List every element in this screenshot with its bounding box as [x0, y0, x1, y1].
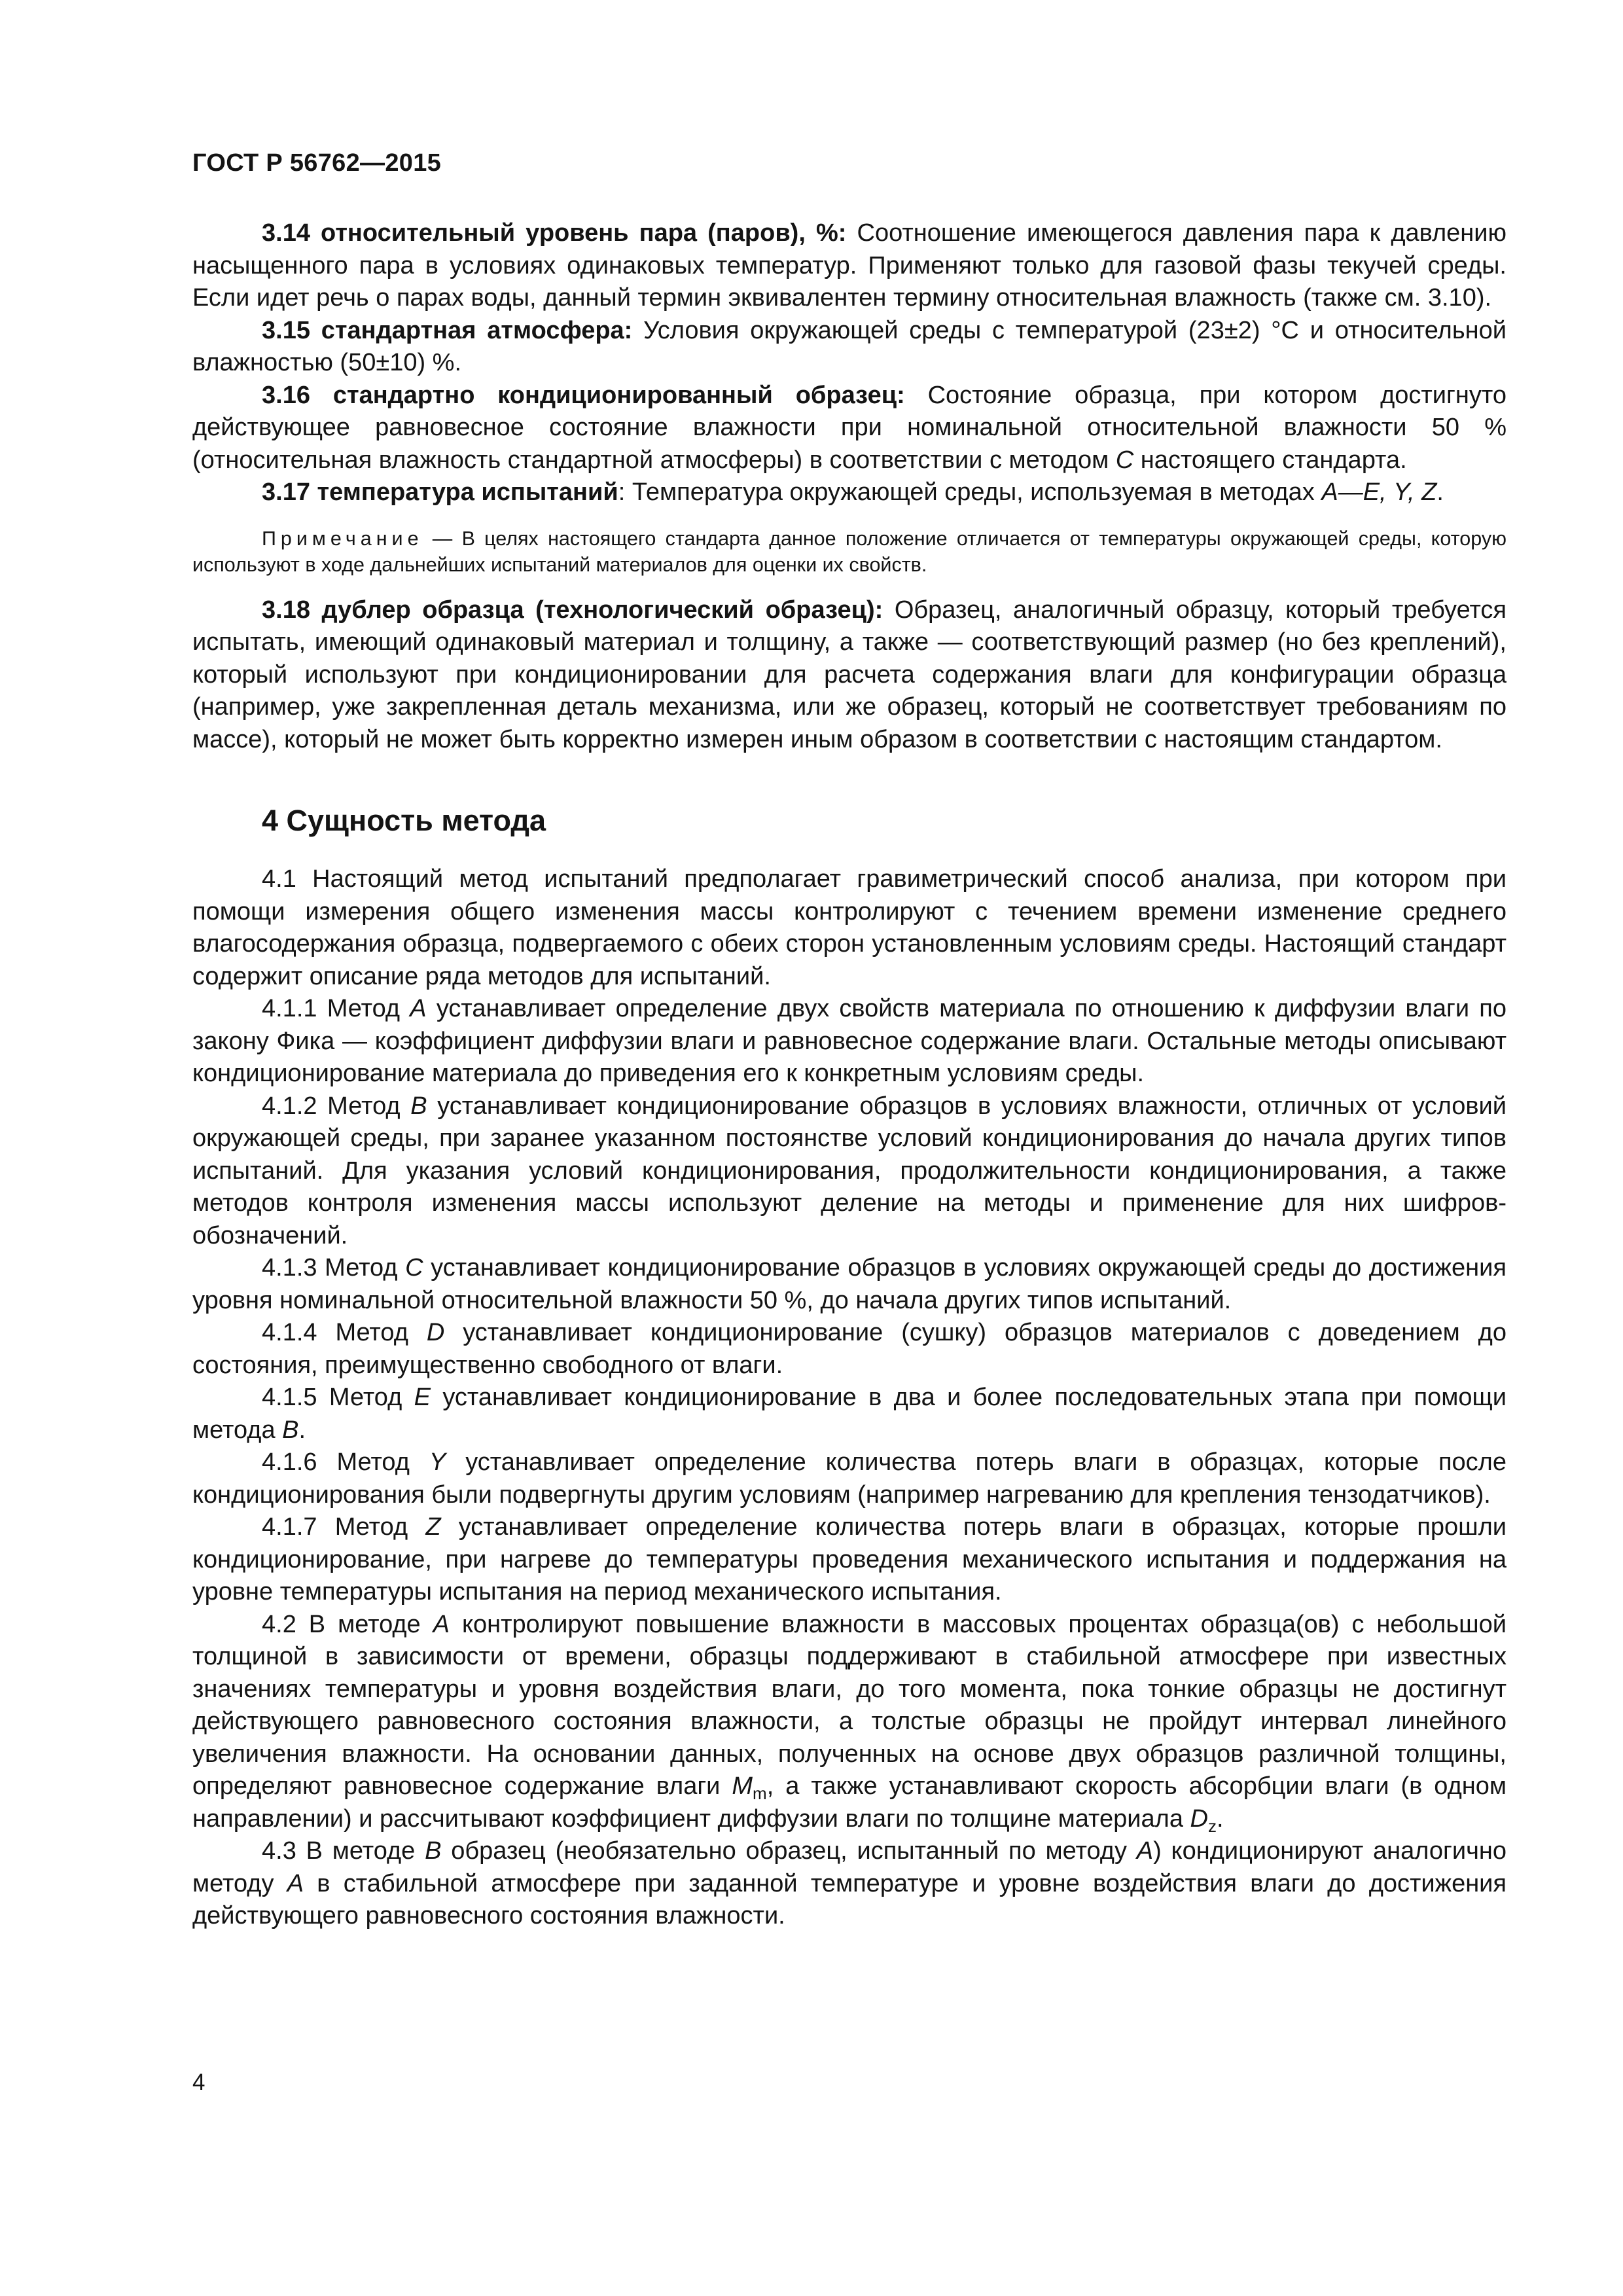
methods-ref: А—Е, Y, Z [1321, 478, 1437, 506]
term-3-15: 3.15 стандартная атмосфера: [262, 316, 633, 344]
note-text: — В целях настоящего стандарта данное положение отличается от температуры окружающей среды, которую используют в ходе дальнейших испытаний материалов для оценки их свойств. [192, 527, 1507, 576]
symbol-m: M [732, 1772, 753, 1800]
standard-header: ГОСТ Р 56762—2015 [192, 149, 442, 177]
method-letter: Z [425, 1513, 441, 1541]
method-description: устанавливает определение двух свойств материала по отношению к диффузии влаги по закону Фика — коэффициент диффузии влаги и равновесное содержание влаги. Остальные методы описывают кондиционирование материала до приведения его к конкретным условиям среды. [192, 995, 1507, 1087]
method-description: устанавливает определение количества потерь влаги в образцах, которые после кондиционирования были подвергнуты другим условиям (например нагреванию для крепления тензодатчиков). [192, 1448, 1507, 1509]
page-number: 4 [192, 2070, 205, 2095]
method-prefix: 4.1.7 Метод [262, 1513, 426, 1541]
method-description: устанавливает кондиционирование образцов в условиях окружающей среды до достижения уровня номинальной относительной влажности 50 %, до начала других типов испытаний. [192, 1254, 1507, 1314]
paragraph-4-2 [192, 1609, 1507, 1836]
method-description: устанавливает определение количества потерь влаги в образцах, которые прошли кондиционирование, при нагреве до температуры проведения механического испытания и поддержания на уровне температуры испытания на период механического испытания. [192, 1513, 1507, 1605]
p43-prefix: 4.3 В методе [262, 1837, 425, 1865]
paragraph-4-1-2 [192, 1090, 1507, 1253]
symbol-d: D [1190, 1804, 1208, 1833]
method-prefix: 4.1.4 Метод [262, 1319, 427, 1346]
definition-3-15 [192, 315, 1507, 380]
method-letter: Y [429, 1448, 446, 1476]
note [192, 526, 1507, 578]
method-prefix: 4.1.1 Метод [262, 995, 410, 1022]
term-3-14: 3.14 относительный уровень пара (паров), %: [262, 219, 847, 247]
definition-3-14-text: Соотношение имеющегося давления пара к давлению насыщенного пара в условиях одинаковых температур. Применяют только для газовой фазы текучей среды. Если идет речь о парах воды, данный термин эквивалентен термину относительная влажность (также см. 3.10). [192, 219, 1507, 312]
definition-3-16-text-a: Состояние образца, при котором достигнуто действующее равновесное состояние влажности при номинальной относительной влажности 50 % (относительная влажность стандартной атмосферы) в соответствии с методом [192, 381, 1507, 474]
p42-prefix: 4.2 В методе [262, 1610, 433, 1638]
method-letter: А [410, 995, 427, 1022]
method-letter: А [1136, 1837, 1154, 1865]
definition-3-14 [192, 217, 1507, 315]
method-end: . [298, 1416, 306, 1444]
paragraph-4-1-1 [192, 993, 1507, 1090]
method-prefix: 4.1.5 Метод [262, 1384, 414, 1411]
method-description: устанавливает кондиционирование образцов в условиях влажности, отличных от условий окружающей среды, при заранее указанном постоянстве условий кондиционирования до начала других типов испытаний. Для указания условий кондиционирования, продолжительности кондиционирования, а также методов контроля изменения массы используют деление на методы и применение для них шифров-обозначений. [192, 1092, 1507, 1249]
method-letter: С [405, 1254, 423, 1282]
method-letter: А [287, 1869, 304, 1897]
p43-end: в стабильной атмосфере при заданной температуре и уровне воздействия влаги до достижения действующего равновесного состояния влажности. [192, 1869, 1507, 1929]
p42-text: контролируют повышение влажности в массовых процентах образца(ов) с небольшой толщиной в зависимости от времени, образцы поддерживают в стабильной атмосфере при известных значениях температуры и уровня воздействия влаги, до того момента, пока тонкие образцы не достигнут действующего равновесного состояния влажности, а толстые образцы не пройдут интервал линейного увеличения влажности. На основании данных, полученных на основе двух образцов различной толщины, определяют равновесное содержание влаги [192, 1610, 1507, 1800]
paragraph-4-1-3 [192, 1252, 1507, 1317]
definition-3-17 [192, 476, 1507, 509]
definition-3-15-text: Условия окружающей среды с температурой (23±2) °С и относительной влажностью (50±10) %. [192, 316, 1507, 376]
paragraph-4-3 [192, 1835, 1507, 1933]
note-label: Примечание [262, 527, 423, 550]
symbol-m-subscript: m [753, 1784, 767, 1803]
definition-3-16-text-b: настоящего стандарта. [1133, 446, 1407, 474]
method-letter: D [426, 1319, 445, 1346]
definition-3-18 [192, 594, 1507, 757]
section-title: 4 Сущность метода [262, 804, 546, 837]
definition-3-17-text-a: : Температура окружающей среды, используемая в методах [618, 478, 1322, 506]
method-prefix: 4.1.6 Метод [262, 1448, 429, 1476]
p43-text-2: ) кондиционируют аналогично методу [192, 1837, 1507, 1897]
method-prefix: 4.1.3 Метод [262, 1254, 406, 1282]
paragraph-4-1-4 [192, 1317, 1507, 1382]
document-body [192, 217, 1507, 1933]
method-letter: В [410, 1092, 427, 1120]
p43-text: образец (необязательно образец, испытанный по методу [441, 1837, 1137, 1865]
method-ref: С [1115, 446, 1134, 474]
method-letter: Е [414, 1384, 431, 1411]
method-letter: В [425, 1837, 442, 1865]
method-prefix: 4.1.2 Метод [262, 1092, 411, 1120]
symbol-d-subscript: z [1207, 1816, 1217, 1836]
term-3-17: 3.17 температура испытаний [262, 478, 618, 506]
definition-3-16 [192, 380, 1507, 477]
p42-text-2: , а также устанавливают скорость абсорбции влаги (в одном направлении) и рассчитывают коэффициент диффузии влаги по толщине материала [192, 1772, 1507, 1833]
paragraph-4-1: 4.1 Настоящий метод испытаний предполагает гравиметрический способ анализа, при котором при помощи измерения общего изменения массы контролируют с течением времени изменение среднего влагосодержания образца, подвергаемого с обеих сторон установленным условиям среды. Настоящий стандарт содержит описание ряда методов для испытаний. [192, 865, 1507, 990]
term-3-18: 3.18 дублер образца (технологический образец): [262, 596, 883, 624]
definition-3-17-text-b: . [1436, 478, 1444, 506]
definition-3-18-text: Образец, аналогичный образцу, который требуется испытать, имеющий одинаковый материал и толщину, а также — соответствующий размер (но без креплений), который используют при кондиционировании для расчета содержания влаги для конфигурации образца (например, уже закрепленная деталь механизма, или же образец, который не соответствует требованиям по массе), который не может быть корректно измерен иным образом в соответствии с настоящим стандартом. [192, 596, 1507, 753]
method-letter: А [433, 1610, 450, 1638]
paragraph-4-1-5 [192, 1382, 1507, 1446]
term-3-16: 3.16 стандартно кондиционированный образец: [262, 381, 905, 409]
paragraph-4-1-6 [192, 1446, 1507, 1511]
p42-end: . [1216, 1804, 1224, 1833]
paragraph-4-1-7 [192, 1511, 1507, 1609]
method-letter: В [282, 1416, 299, 1444]
method-description: устанавливает кондиционирование в два и более последовательных этапа при помощи метода [192, 1384, 1507, 1444]
method-description: устанавливает кондиционирование (сушку) образцов материалов с доведением до состояния, преимущественно свободного от влаги. [192, 1319, 1507, 1379]
